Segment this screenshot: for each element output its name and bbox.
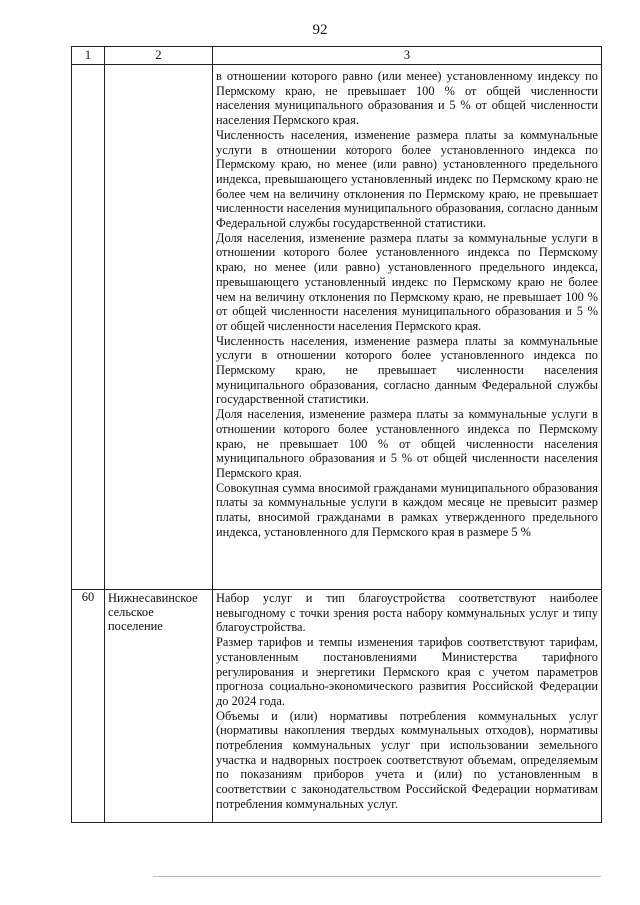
table-row <box>72 65 602 590</box>
column-header-1: 1 <box>72 47 105 65</box>
paragraph: в отношении которого равно (или менее) установленному индексу по Пермскому краю, не превышает 100 % от общей численности населения муниципального образования и 5 % от общей численности населения Пермского края. <box>216 69 598 128</box>
criteria-text <box>213 590 602 823</box>
municipality-name: Нижнесавинское сельское поселение <box>105 590 213 823</box>
row-number: 60 <box>72 590 105 823</box>
paragraph: Доля населения, изменение размера платы за коммунальные услуги в отношении которого более установленного индекса по Пермскому краю, но менее (или равно) установленного предельного индекса, превышающего установленный индекс по Пермскому краю не более чем на величину отклонения по Пермскому краю, не превышает 100 % от общей численности населения муниципального образования и 5 % от общей численности населения Пермского края. <box>216 230 598 333</box>
paragraph: Численность населения, изменение размера платы за коммунальные услуги в отношении которого более установленного индекса по Пермскому краю, но менее (или равно) установленного предельного индекса, превышающего установленный индекс по Пермскому краю не более чем на величину отклонения по Пермскому краю, не превышает численности населения муниципального образования, согласно данным Федеральной службы государственной статистики. <box>216 127 598 231</box>
paragraph: Совокупная сумма вносимой гражданами муниципального образования платы за коммунальные услуги в каждом месяце не превысит размер платы, вносимой гражданами в рамках утвержденного предельного индекса, установленного для Пермского края в размере 5 % <box>216 480 598 539</box>
table-header-row <box>72 47 602 65</box>
criteria-text <box>213 65 602 590</box>
table-row <box>72 590 602 823</box>
column-header-2: 2 <box>105 47 213 65</box>
paragraph: Набор услуг и тип благоустройства соответствуют наиболее невыгодному с точки зрения роста набору коммунальных услуг и типу благоустройства. <box>216 591 598 635</box>
document-table <box>71 46 602 823</box>
municipality-name <box>105 65 213 590</box>
column-header-3: 3 <box>213 47 602 65</box>
paragraph: Доля населения, изменение размера платы за коммунальные услуги в отношении которого более установленного индекса по Пермскому краю, не превышает 100 % от общей численности населения муниципального образования и 5 % от общей численности населения Пермского края. <box>216 407 598 480</box>
row-number <box>72 65 105 590</box>
page-number: 92 <box>312 22 328 38</box>
footer-divider <box>153 876 601 877</box>
paragraph: Размер тарифов и темпы изменения тарифов соответствуют тарифам, установленным постановлениями Министерства тарифного регулирования и энергетики Пермского края с учетом параметров прогноза социально-экономического развития Российской Федерации до 2024 года. <box>216 635 598 708</box>
paragraph: Объемы и (или) нормативы потребления коммунальных услуг (нормативы накопления твердых коммунальных отходов), нормативы потребления коммунальных услуг при использовании земельного участка и надворных построек соответствуют объемам, определяемым по показаниям приборов учета и (или) по установленным в соответствии с законодательством Российской Федерации нормативам потребления коммунальных услуг. <box>216 708 598 811</box>
paragraph: Численность населения, изменение размера платы за коммунальные услуги в отношении которого более установленного индекса по Пермскому краю, не превышает численности населения муниципального образования, согласно данным Федеральной службы государственной статистики. <box>216 333 598 407</box>
